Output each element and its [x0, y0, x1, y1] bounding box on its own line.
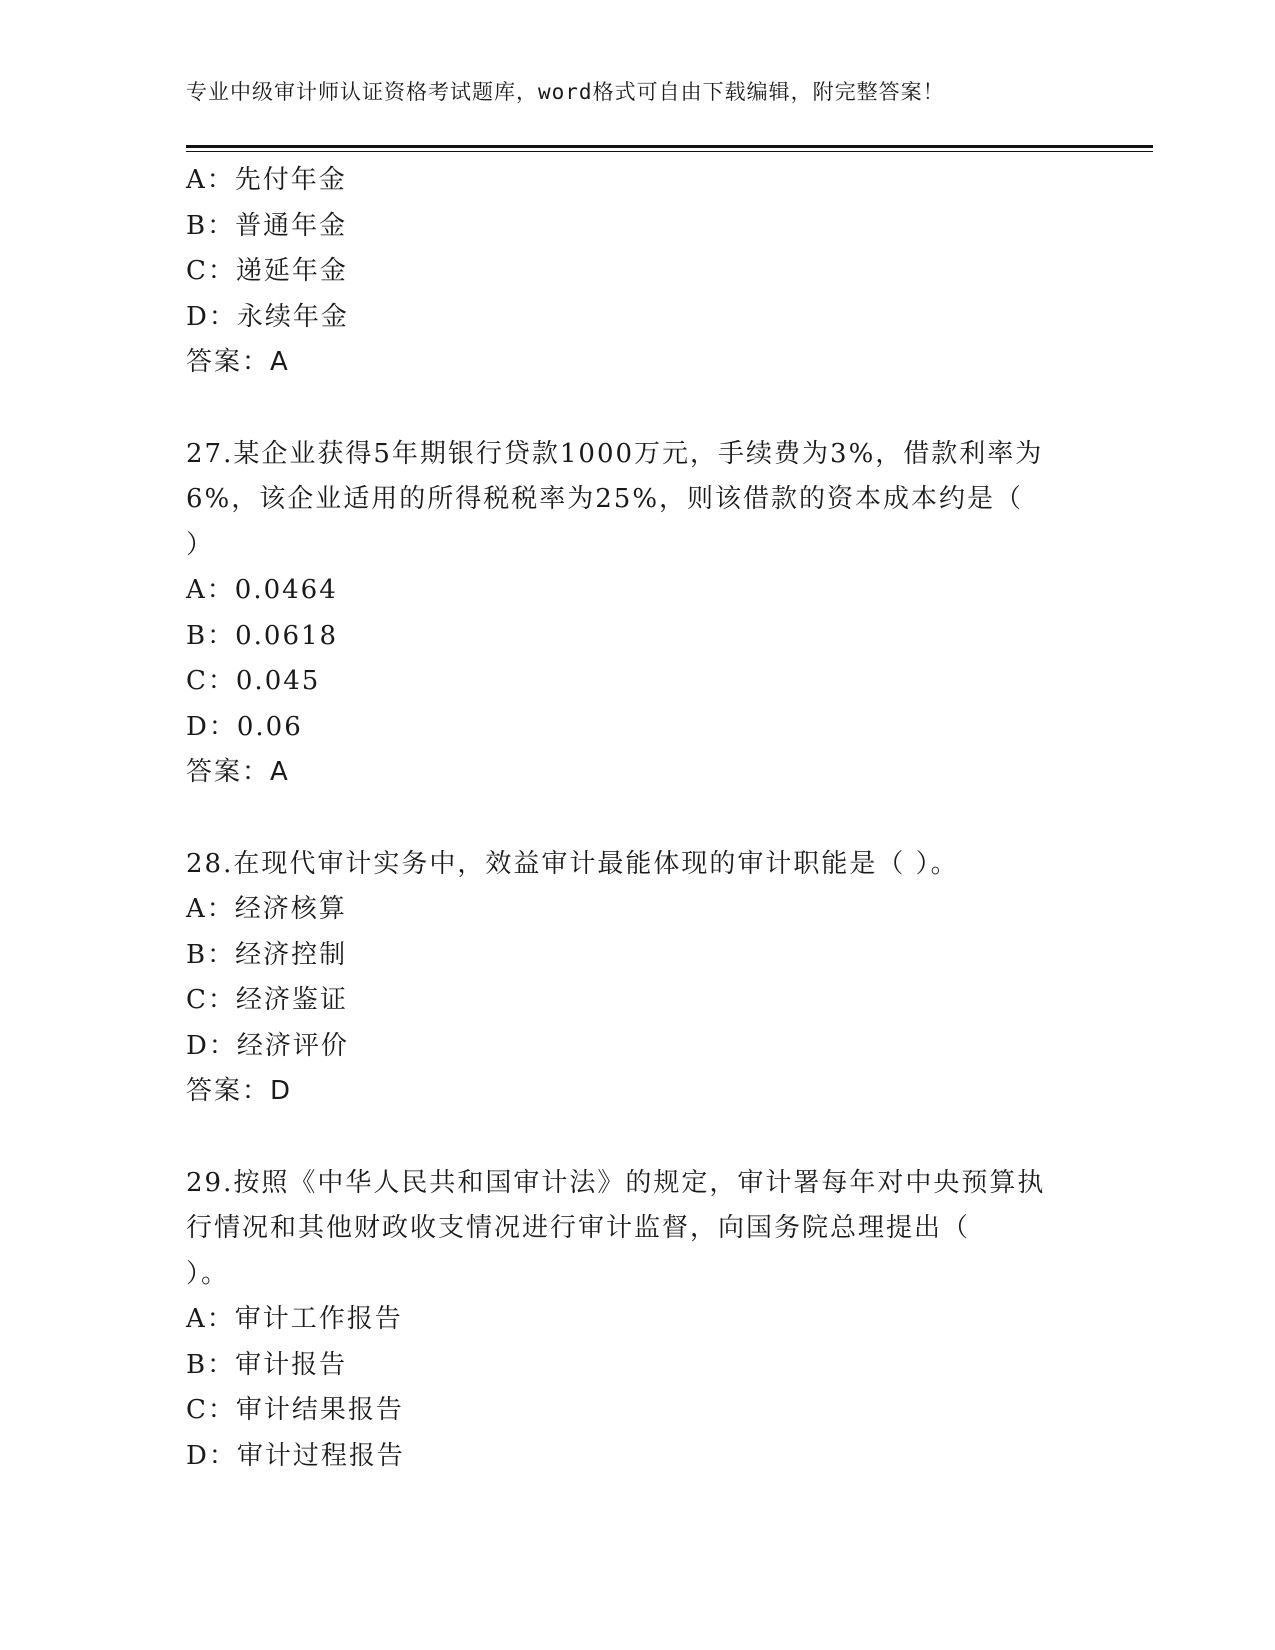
option-d: D：0.06 — [186, 711, 303, 742]
question-text-line: 28.在现代审计实务中，效益审计最能体现的审计职能是（ ）。 — [186, 848, 959, 879]
question-29 — [186, 1161, 1086, 1480]
question-text-line: 29.按照《中华人民共和国审计法》的规定，审计署每年对中央预算执 — [186, 1167, 1046, 1198]
question-text-line: 行情况和其他财政收支情况进行审计监督，向国务院总理提出（ — [186, 1213, 971, 1243]
question-text-line: 27.某企业获得5年期银行贷款1000万元，手续费为3%，借款利率为 — [186, 438, 1044, 469]
option-a: A：先付年金 — [186, 165, 347, 195]
page-header: 专业中级审计师认证资格考试题库，word格式可自由下载编辑，附完整答案！ — [186, 80, 945, 104]
option-a: A：审计工作报告 — [186, 1304, 403, 1334]
option-a: A：0.0464 — [186, 575, 338, 605]
option-c: C：0.045 — [186, 666, 321, 696]
option-b: B：审计报告 — [186, 1349, 348, 1380]
option-c: C：经济鉴证 — [186, 985, 348, 1015]
option-b: B：普通年金 — [186, 210, 348, 241]
option-c: C：审计结果报告 — [186, 1395, 404, 1425]
question-text-line: 6%，该企业适用的所得税税率为25%，则该借款的资本成本约是（ — [186, 484, 1024, 514]
spacer — [186, 1115, 1086, 1161]
option-c: C：递延年金 — [186, 256, 348, 286]
header-divider-thick — [186, 145, 1153, 148]
answer: 答案：D — [186, 1076, 293, 1106]
answer: 答案：A — [186, 757, 290, 787]
question-26-continued — [186, 158, 1086, 386]
option-b: B：0.0618 — [186, 620, 339, 651]
option-a: A：经济核算 — [186, 894, 347, 924]
option-d: D：经济评价 — [186, 1030, 349, 1061]
option-d: D：审计过程报告 — [186, 1440, 405, 1471]
option-d: D：永续年金 — [186, 301, 349, 332]
question-28 — [186, 842, 1086, 1115]
spacer — [186, 796, 1086, 842]
header-divider-thin — [186, 151, 1153, 152]
question-text-line: ）。 — [186, 1258, 230, 1289]
spacer — [186, 386, 1086, 432]
question-27 — [186, 432, 1086, 796]
question-text-line: ） — [186, 529, 215, 560]
question-content — [186, 158, 1086, 1479]
answer: 答案：A — [186, 347, 290, 377]
option-b: B：经济控制 — [186, 939, 348, 970]
